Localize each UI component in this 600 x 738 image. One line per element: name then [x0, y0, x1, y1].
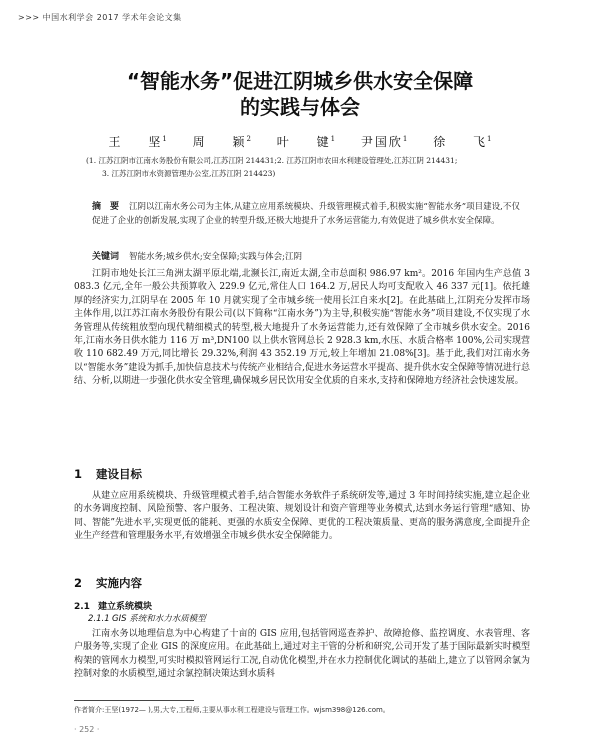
- header-chevrons: >>>: [18, 13, 40, 22]
- abstract: [92, 200, 524, 228]
- subsubsection-number: 2.1.1: [88, 614, 110, 624]
- author-name: 叶 键$^1$: [276, 135, 336, 149]
- author-footnote: 作者简介:王坚(1972— ),男,大专,工程师,主要从事水利工程建设与管理工作。wjsm398@126.com。: [74, 706, 390, 714]
- author-name: 王 坚$^1$: [108, 135, 167, 149]
- author-name: 尹国欣$^1$: [360, 135, 408, 149]
- page-number: · 252 ·: [74, 725, 100, 734]
- header-text: 中国水利学会 2017 学术年会论文集: [42, 13, 182, 22]
- section-heading: [74, 466, 142, 482]
- paper-title-line1: “智能水务”促进江阴城乡供水安全保障: [126, 69, 474, 93]
- affiliation-line: 3. 江苏江阴市水资源管理办公室,江苏江阴 214423): [102, 169, 276, 178]
- keywords-text: 智能水务;城乡供水;安全保障;实践与体会;江阴: [129, 252, 302, 262]
- section-number: 1: [74, 467, 83, 481]
- subsection-heading: [74, 599, 152, 612]
- paper-title-line2: 的实践与体会: [240, 95, 360, 119]
- subsubsection-heading: [88, 612, 206, 624]
- author-list: [0, 133, 600, 150]
- section-number: 2: [74, 576, 83, 590]
- author-name: 徐 飞$^1$: [433, 135, 492, 149]
- abstract-text: 江阴以江南水务公司为主体,从建立应用系统模块、升级管理模式着手,积极实施“智能水务”项目建设,不仅促进了企业的创新发展,实现了企业的转型升级,还极大地提升了水务运营能力,有效促进了城乡供水安全保障。: [92, 202, 520, 226]
- keywords-label: 关键词: [92, 252, 120, 262]
- body-paragraph: 江阴市地处长江三角洲太湖平原北端,北濒长江,南近太湖,全市总面积 986.97 km²。2016 年国内生产总值 3 083.3 亿元,全年一般公共预算收入 229.9 亿元,常住人口 164.2 万,居民人均可支配收入 46 337 元[1]。依托雄厚的经济实力,江阴早在 2005 年 10 月就实现了全市城乡统一使用长江自来水[2]。在此基础上,江阴充分发挥市场主体作用,以江苏江南水务股份有限公司(以下简称“江南水务”)为主导,积极实施“智能水务”项目建设,不仅实现了水务管理从传统粗放型向现代精细模式的转型,极大地提升了水务运营能力,还有效保障了全市城乡供水安全。2016 年,江南水务日供水能力 116 万 m³,DN100 以上供水管网总长 2 928.3 km,水压、水质合格率 100%,公司实现营收 110 682.49 万元,同比增长 29.32%,利润 43 352.19 万元,较上年增加 21.08%[3]。基于此,我们对江南水务以“智能水务”建设为抓手,加快信息技术与传统产业相结合,促进水务运营水平提高、提升供水安全保障等情况进行总结、分析,以期进一步强化供水安全管理,确保城乡居民饮用安全优质的自来水,支持和保障地方经济社会快速发展。: [74, 269, 530, 387]
- body-paragraph: 江南水务以地理信息为中心构建了十亩的 GIS 应用,包括管网巡查养护、故障抢修、监控调度、水表管理、客户服务等,实现了企业 GIS 的深度应用。在此基础上,通过对主干管的分析和研究,公司开发了基于国际最新实时模型构架的管网水力模型,可实时模拟管网运行工况,自动优化模型,并在水力控制优化调试的基础上,建立了以管网余氯为控制对象的水质模型,通过余氯控制决策达到水质科: [74, 629, 530, 680]
- body-paragraph: 从建立应用系统模块、升级管理模式着手,结合智能水务软件子系统研发等,通过 3 年时间持续实施,建立起企业的水务调度控制、风险预警、客户服务、工程决策、规划设计和资产管理等业务模式,达到水务运行管理“感知、协同、智能”先进水平,实现更低的能耗、更强的水质安全保障、更优的工程决策质量、更高的服务满意度,全面提升企业生产经营和管理服务水平,有效增强全市城乡供水安全保障能力。: [74, 491, 530, 542]
- abstract-label: 摘 要: [92, 202, 120, 212]
- keywords: [92, 250, 524, 264]
- section-heading: [74, 575, 142, 591]
- running-header: [18, 12, 182, 23]
- affiliation-line: (1. 江苏江阴市江南水务股份有限公司,江苏江阴 214431;2. 江苏江阴市农田水利建设管理处,江苏江阴 214431;: [86, 156, 458, 165]
- author-name: 周 颖$^2$: [192, 135, 251, 149]
- subsection-number: 2.1: [74, 602, 90, 612]
- subsubsection-title: GIS 系统和水力水质模型: [112, 614, 206, 624]
- subsection-title: 建立系统模块: [98, 602, 153, 612]
- section-title: 建设目标: [96, 467, 142, 481]
- section-title: 实施内容: [96, 576, 142, 590]
- footnote-divider: [74, 700, 194, 701]
